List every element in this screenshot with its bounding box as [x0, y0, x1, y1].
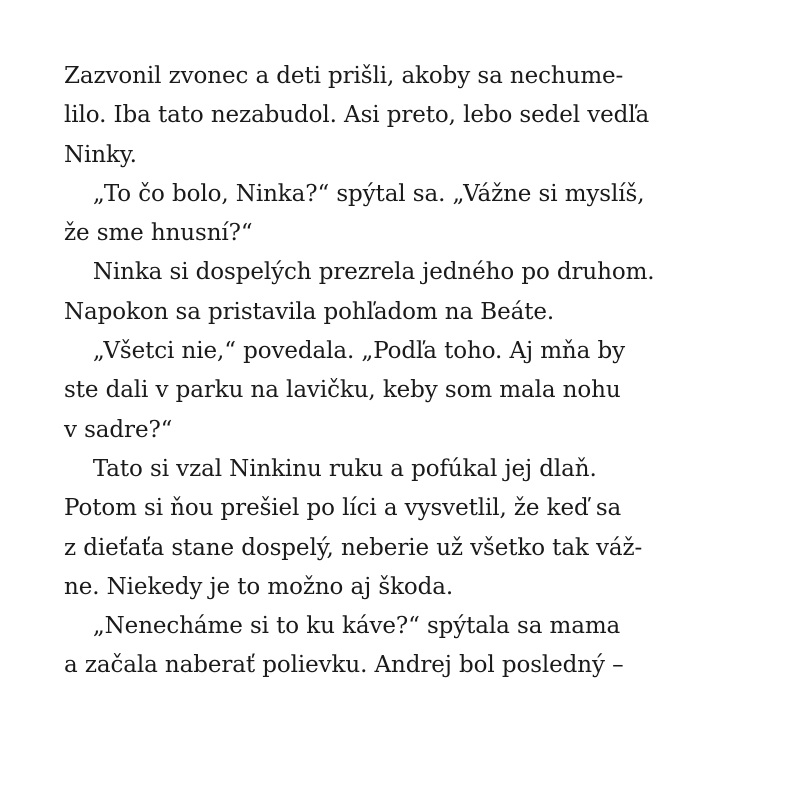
text-line: v sadre?“	[64, 416, 173, 443]
text-line: „To čo bolo, Ninka?“ spýtal sa. „Vážne si myslíš,	[64, 180, 645, 207]
text-line: Napokon sa pristavila pohľadom na Beáte.	[64, 298, 555, 325]
text-line: a začala naberať polievku. Andrej bol posledný –	[64, 652, 624, 679]
text-line: Ninky.	[64, 141, 137, 168]
text-line: Ninka si dospelých prezrela jedného po druhom.	[64, 259, 655, 286]
text-line: ste dali v parku na lavičku, keby som mala nohu	[64, 377, 621, 404]
text-line: lilo. Iba tato nezabudol. Asi preto, lebo sedel vedľa	[64, 102, 650, 129]
text-line: „Všetci nie,“ povedala. „Podľa toho. Aj mňa by	[64, 338, 625, 365]
text-line: „Nenecháme si to ku káve?“ spýtala sa mama	[64, 613, 621, 640]
text-line: že sme hnusní?“	[64, 220, 253, 247]
text-line: Zazvonil zvonec a deti prišli, akoby sa nechume-	[64, 63, 624, 89]
text-line: z dieťaťa stane dospelý, neberie už všetko tak váž-	[64, 534, 643, 561]
body-text	[64, 57, 764, 686]
text-line: Potom si ňou prešiel po líci a vysvetlil, že keď sa	[64, 495, 622, 522]
text-line: ne. Niekedy je to možno aj škoda.	[64, 573, 454, 600]
text-line: Tato si vzal Ninkinu ruku a pofúkal jej dlaň.	[64, 455, 597, 482]
